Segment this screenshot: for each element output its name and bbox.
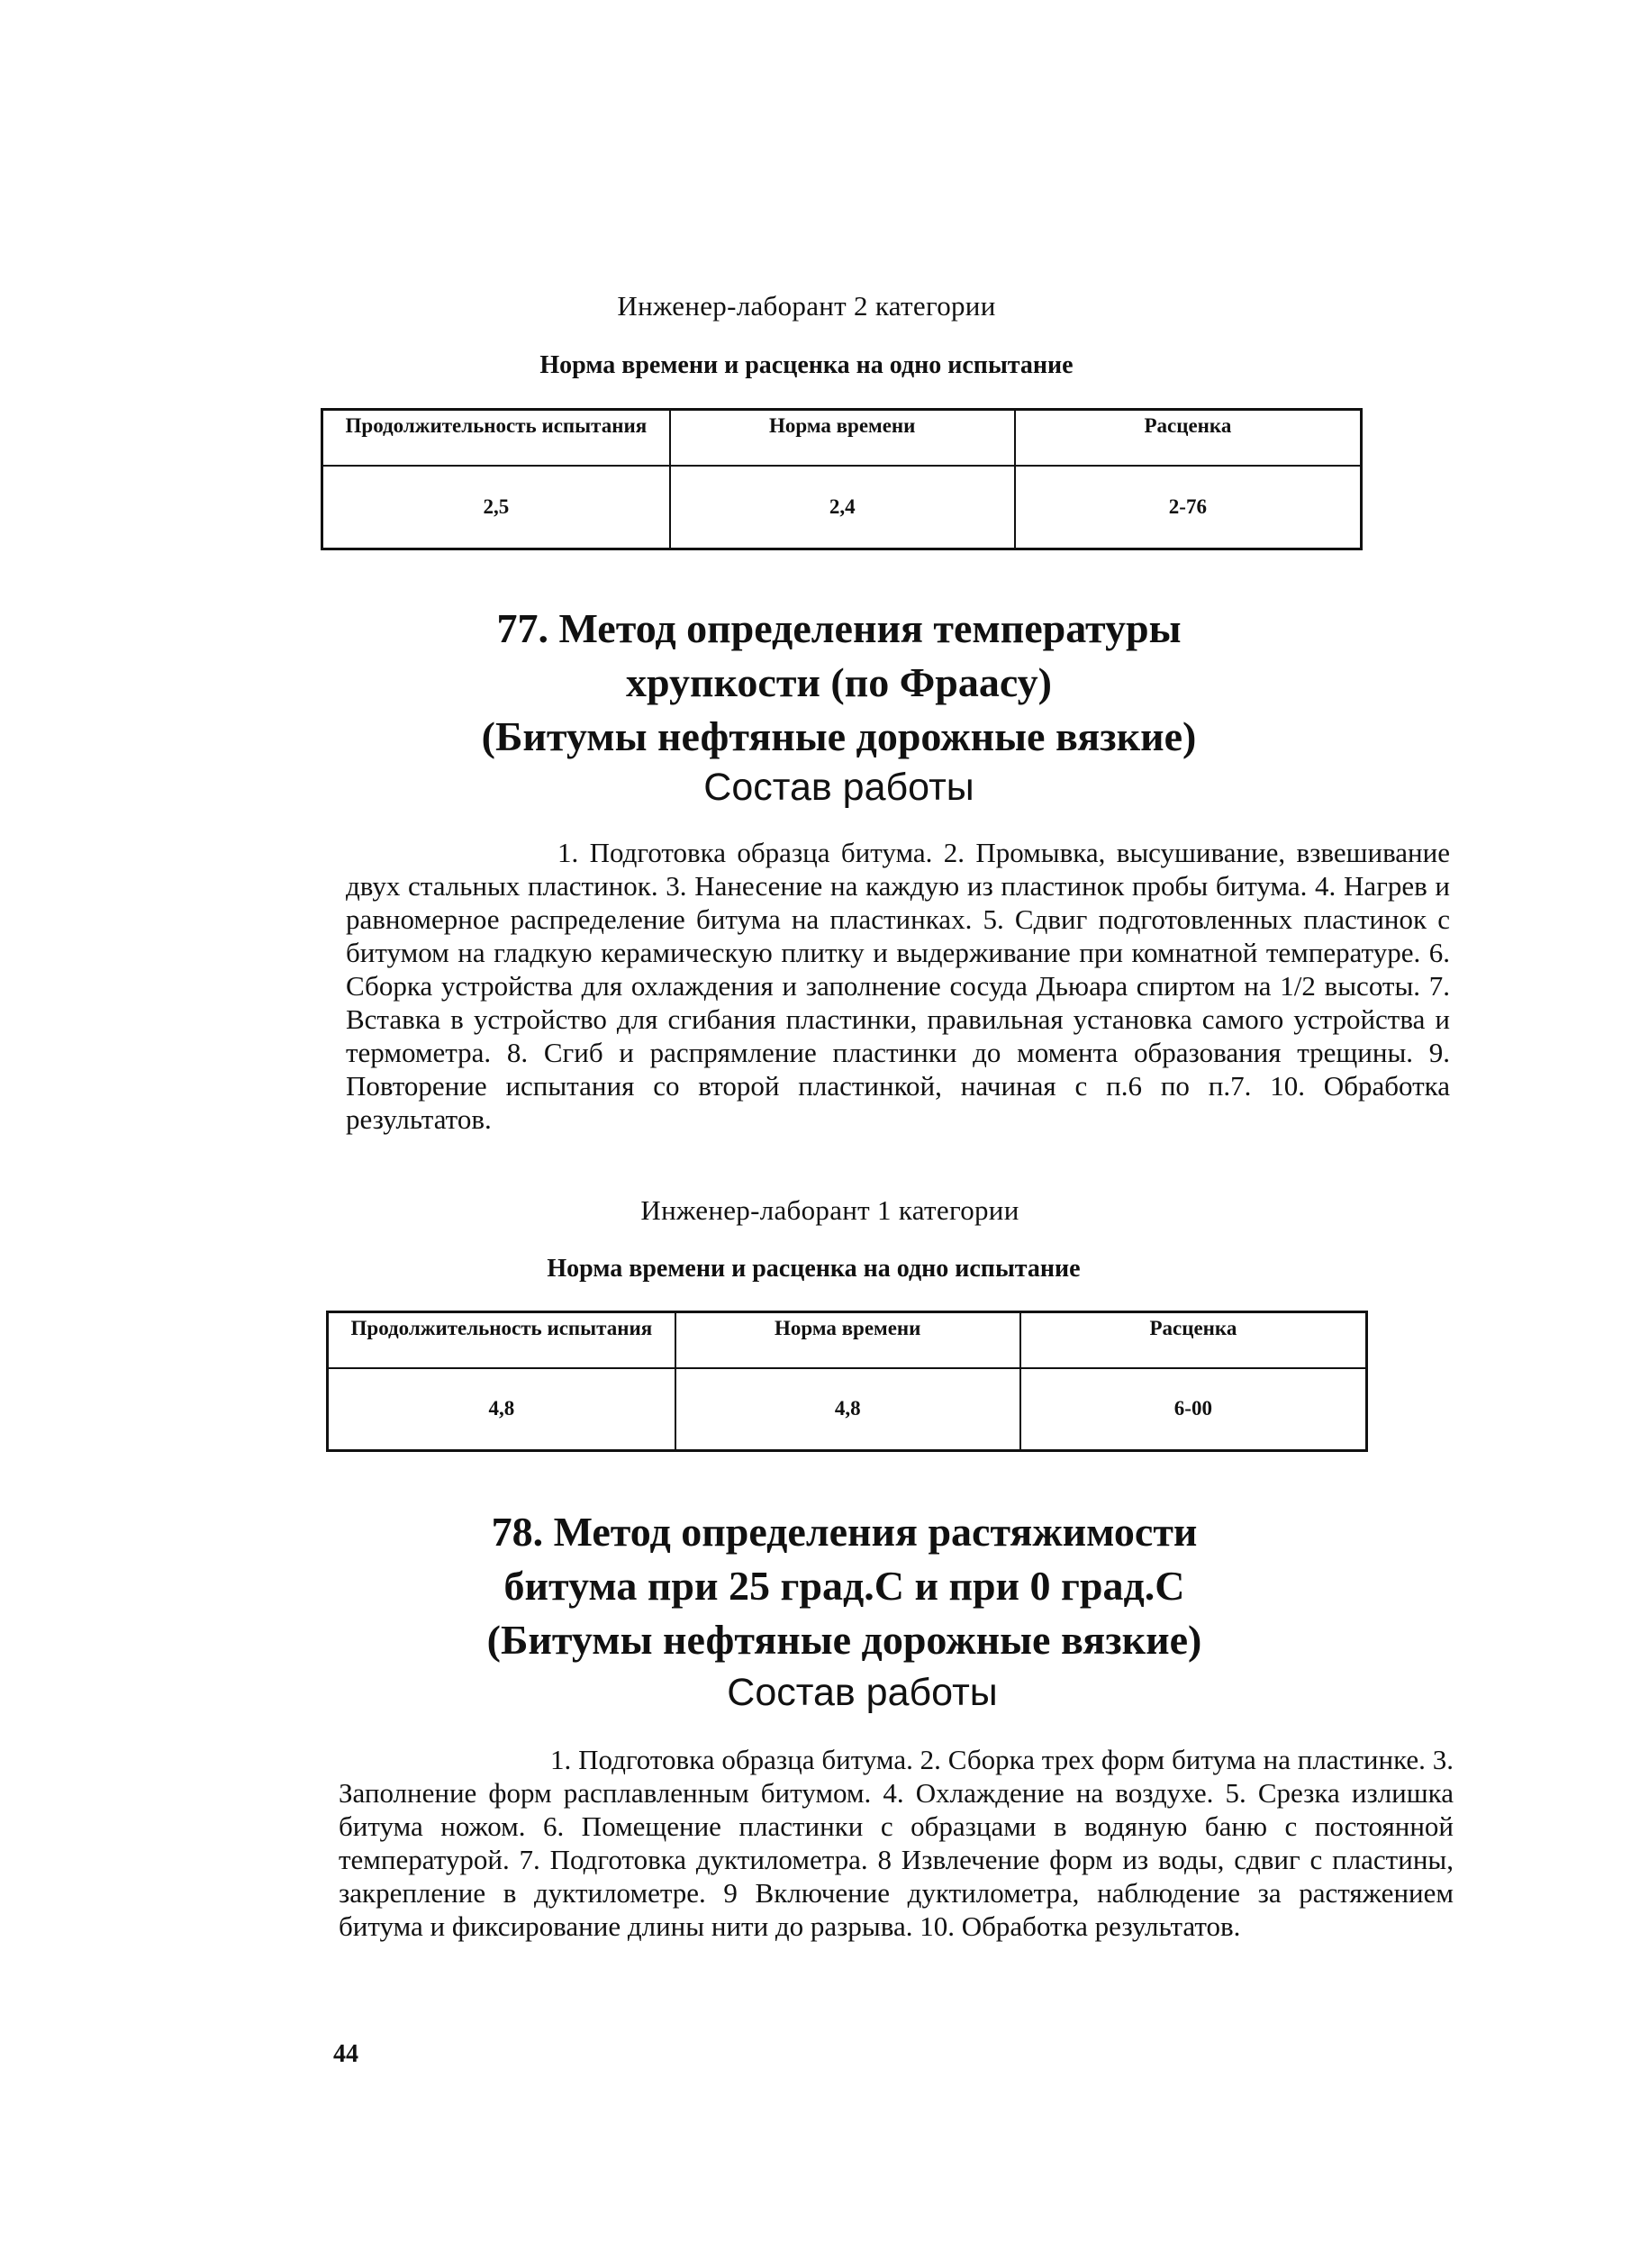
table-cell: 4,8 [675,1368,1020,1451]
table-cell: 2-76 [1015,466,1362,549]
table-header: Продолжительность испытания [328,1312,675,1368]
section-77-title [14,602,1649,764]
norm-title-2: Норма времени и расценка на одно испытание [547,1255,1081,1283]
table-header: Норма времени [675,1312,1020,1368]
section-77-title-line: 77. Метод определения температуры [496,605,1182,651]
table-row [322,466,1362,549]
section-78-title-line: (Битумы нефтяные дорожные вязкие) [486,1617,1202,1663]
page-number: 44 [333,2040,358,2068]
section-77-title-line: (Битумы нефтяные дорожные вязкие) [481,713,1197,759]
section-78-body: 1. Подготовка образца битума. 2. Сборка трех форм битума на пластинке. 3. Заполнение форм расплавленным битумом. 4. Охлаждение на воздухе. 5. Срезка излишка битума ножом. 6. Помещение пластинки с образцами в водяную баню с постоянной температурой. 7. Подготовка дуктилометра. 8 Извлечение форм из воды, сдвиг с пластины, закрепление в дуктилометре. 9 Включение дуктилометра, наблюдение за растяжением битума и фиксирование длины нити до разрыва. 10. Обработка результатов. [339,1744,1454,1942]
table-cell: 6-00 [1020,1368,1367,1451]
role-line-2nd-category: Инженер-лаборант 2 категории [617,290,996,322]
section-78-title-line: 78. Метод определения растяжимости [491,1509,1198,1555]
table-header: Расценка [1015,410,1362,466]
section-78-title-line: битума при 25 град.С и при 0 град.С [503,1563,1185,1609]
table-cell: 2,5 [322,466,670,549]
norm-table-2 [326,1311,1368,1452]
section-77-body: 1. Подготовка образца битума. 2. Промывка, высушивание, взвешивание двух стальных пластинок. 3. Нанесение на каждую из пластинок пробы битума. 4. Нагрев и равномерное распределение битума на пластинках. 5. Сдвиг подготовленных пластинок с битумом на гладкую керамическую плитку и выдерживание при комнатной температуре. 6. Сборка устройства для охлаждения и заполнение сосуда Дьюара спиртом на 1/2 высоты. 7. Вставка в устройство для сгибания пластинки, правильная установка самого устройства и термометра. 8. Сгиб и распрямление пластинки до момента образования трещины. 9. Повторение испытания со второй пластинкой, начиная с п.6 по п.7. 10. Обработка результатов. [346,837,1450,1135]
table-cell: 2,4 [670,466,1015,549]
table-header: Расценка [1020,1312,1367,1368]
norm-table-1 [321,408,1363,550]
table-row [328,1368,1367,1451]
role-line-1st-category: Инженер-лаборант 1 категории [640,1194,1019,1226]
section-78-subhead: Состав работы [727,1671,998,1714]
table-header: Норма времени [670,410,1015,466]
section-77-title-line: хрупкости (по Фраасу) [626,659,1052,705]
table-header: Продолжительность испытания [322,410,670,466]
section-78-title [20,1505,1649,1667]
norm-title-1: Норма времени и расценка на одно испытание [539,351,1074,379]
section-77-subhead: Состав работы [703,766,974,809]
table-cell: 4,8 [328,1368,675,1451]
